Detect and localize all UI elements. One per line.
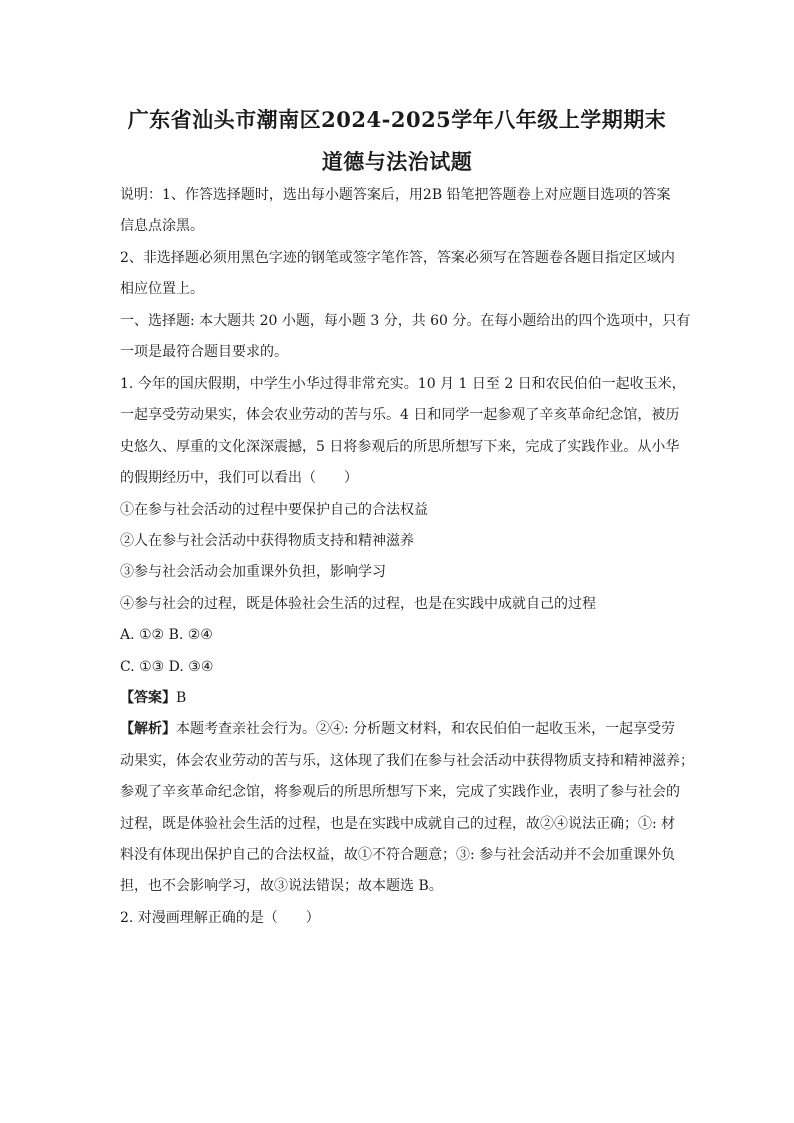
- instruction-line: 相应位置上。: [120, 281, 204, 297]
- analysis-tag: 【解析】: [120, 721, 176, 737]
- instruction-line: 信息点涂黑。: [120, 218, 204, 234]
- analysis-line: 料没有体现出保护自己的合法权益，故①不符合题意；③: 参与社会活动并不会加重课外负: [120, 847, 676, 863]
- question-stem: 一起享受劳动果实，体会农业劳动的苦与乐。4 日和同学一起参观了辛亥革命纪念馆，被历: [120, 407, 680, 423]
- question-stem: 2. 对漫画理解正确的是（ ）: [120, 910, 320, 926]
- question-stem: 的假期经历中，我们可以看出（ ）: [120, 470, 358, 486]
- analysis-line: [120, 719, 675, 739]
- analysis-line: 参观了辛亥革命纪念馆，将参观后的所思所想写下来，完成了实践作业，表明了参与社会的: [120, 784, 680, 800]
- question-stem: 史悠久、厚重的文化深深震撼，5 日将参观后的所思所想写下来，完成了实践作业。从小华: [120, 439, 680, 455]
- answer-tag: 【答案】: [120, 690, 176, 706]
- instruction-line: 说明：1、作答选择题时，选出每小题答案后，用2B 铅笔把答题卷上对应题目选项的答案: [120, 187, 671, 203]
- document-title: 广东省汕头市潮南区2024-2025学年八年级上学期期末: [127, 107, 667, 132]
- analysis-line: 担，也不会影响学习，故③说法错误；故本题选 B。: [120, 878, 443, 894]
- question-item: ①在参与社会活动的过程中要保护自己的合法权益: [120, 502, 428, 518]
- answer-options: C. ①③ D. ③④: [120, 659, 214, 675]
- question-item: ④参与社会的过程，既是体验社会生活的过程，也是在实践中成就自己的过程: [120, 596, 596, 612]
- answer-value: B: [176, 690, 187, 706]
- section-heading: 一项是最符合题目要求的。: [120, 344, 288, 360]
- analysis-line: 动果实，体会农业劳动的苦与乐，这体现了我们在参与社会活动中获得物质支持和精神滋养；: [120, 753, 694, 769]
- document-subtitle: 道德与法治试题: [321, 149, 473, 174]
- question-item: ③参与社会活动会加重课外负担，影响学习: [120, 564, 386, 580]
- question-stem: 1. 今年的国庆假期，中学生小华过得非常充实。10 月 1 日至 2 日和农民伯伯一起收玉米，: [120, 376, 686, 392]
- instruction-line: 2、非选择题必须用黑色字迹的钢笔或签字笔作答，答案必须写在答题卷各题目指定区域内: [120, 250, 675, 266]
- analysis-line: 过程，既是体验社会生活的过程，也是在实践中成就自己的过程，故②④说法正确；①: 材: [120, 816, 676, 832]
- section-heading: 一、选择题: 本大题共 20 小题，每小题 3 分，共 60 分。在每小题给出的四个选项中，只有: [120, 313, 691, 329]
- answer-options: A. ①② B. ②④: [120, 627, 213, 643]
- analysis-text: 本题考查亲社会行为。②④: 分析题文材料，和农民伯伯一起收玉米，一起享受劳: [176, 721, 676, 737]
- answer-line: [120, 688, 186, 708]
- question-item: ②人在参与社会活动中获得物质支持和精神滋养: [120, 533, 414, 549]
